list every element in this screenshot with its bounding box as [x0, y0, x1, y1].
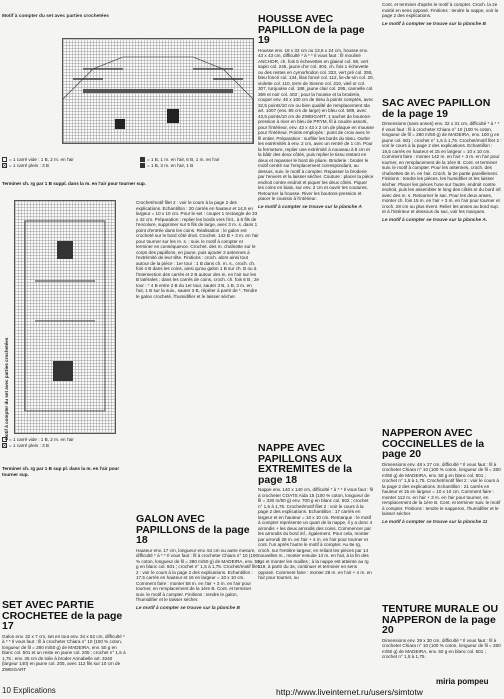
col4: [382, 2, 502, 30]
col4-body0: Cont. et terminer d'après le motif à compter. Croch. la 2e moitié en sens opposé. Finitions : tendre la nappe, voir la page 2 des explications.: [382, 2, 499, 18]
tenture-section: [382, 604, 502, 660]
chart2-grid: [14, 200, 116, 434]
chart1-footer: Terminer ch. rg par 1 B suppl. dans la m. en l'air pour tourner sup.: [2, 181, 146, 186]
cross-square-icon: [2, 163, 7, 168]
source-url[interactable]: http://www.liveinternet.ru/users/simtotw: [276, 687, 423, 697]
sac-title: SAC AVEC PAPILLON de la page 19: [382, 97, 491, 120]
housse-body: Housse env. 18 x 32 cm ou 13,5 x 24 cm, housse env. 43 x 43 cm, difficulté * à * * Il vous faut : fil mouliné ANCHOR, ch. fois 5 échevettes en glaieul col. 88, vert sapin col. 245, jaune d'or col. 304, ch. fois 1 échevette ou des restes en cymorhodon col. 333, vert pré col. 255, bleu foncé col. 134, lilas foncé col. 112, lie-de-vin col. 20, violette col. 110, terre de Sienne col. 310, vieil or col. 307, turquoise col. 188, jaune clair col. 295, cannelle col. 369 et noir col. 403 ; pour la housse et la broderie, couper env. 45 x 100 cm de tissu à points comptés, avec 32,5 points/10 cm ou bien qualité de remplacement Ida art. 1007 (env. 85 cm de large) en bleu col. 589, avec 43,5 points/10 cm de ZWEIGART, 1 sachet de boutons-pression à river en bleu de PRYM, fil à coudre assorti, pour l'intérieur, env. 43 x 43 x 2 cm de plaque en mousse pour l'intérieur. Points employés : point de croix avec le fil entier. Préparation : surfiler les bords du tissu. Ourler les extrémités à env. 2 cm, avec un rentré de 1 cm. Pour la fermeture, replier une extrémité à nouveau à 8 cm et la bâtir des deux côtés, puis replier le tissu restant en deux et repasser le bord de pliure. Broderie : broder le motif centré sur l'emplacement correspondant, au dessus, suiv. le motif à compter. Repasser la broderie par l'envers et la laisser sécher. Couture : placer la pièce endroit contre endroit et piquer les deux côtés. Piquer les coins en biais, sur env. 2 cm et ouvrir les coutures. Retourner la housse. River les boutons-pression et placer le coussin à l'intérieur.: [258, 47, 374, 201]
col4-note0: Le motif à compter se trouve sur la planche B: [382, 21, 486, 27]
chart2-side: Motif à compter du set avec parties crochetées: [4, 337, 9, 440]
legend1: [2, 156, 128, 169]
nappe-section: [258, 443, 374, 581]
sac-section: [382, 98, 502, 226]
napperon-title: NAPPERON AVEC COCCINELLES de la page 20: [382, 427, 485, 460]
filled-square-icon: [140, 157, 145, 162]
napperon-section: [382, 428, 502, 528]
empty-square-icon: [2, 437, 7, 442]
col2: [136, 200, 260, 299]
chart1-caption: Motif à compter du set avec parties crochetées: [2, 14, 109, 19]
signature: miria pompeu: [436, 677, 489, 686]
galon-title: GALON AVEC PAPILLONS de la page 18: [136, 513, 250, 546]
col3: [258, 14, 374, 213]
set-title: SET AVEC PARTIE CROCHETEE de la page 17: [2, 599, 123, 632]
legend2: = 1 carré vide : 1 B, 2 m. en l'air = 1 carré plein : 3 B: [2, 436, 128, 449]
nappe-title: NAPPE AVEC PAPILLONS AUX EXTREMITES de la page 18: [258, 442, 352, 486]
napperon-note: Le motif à compter se trouve sur la planche 11: [382, 519, 488, 525]
chart1-motif: [63, 39, 253, 143]
legend1-right: = 1 B, 1 m. en l'air, 6 B, 1 m. en l'air = 1 B, 3 m. en l'air, 1 B: [140, 156, 265, 169]
galon-note: Le motif à compter se trouve sur la planche B: [136, 605, 240, 611]
housse-title: HOUSSE AVEC PAPILLON de la page 19: [258, 13, 365, 46]
empty-square-icon: [2, 157, 7, 162]
filled-square-icon: [140, 163, 145, 168]
col1: [2, 14, 128, 19]
chart2-footer: Terminer ch. rg par 1 B sup pl. dans la m. en l'air pour tourner sup.: [2, 466, 120, 477]
set-body: Galon env. 32 x 7 cm, set en tout env. 34 x 52 cm, difficulté * à * * Il vous faut : fil à crocheter Chiara n° 10 (100 % coton, longueur de fil = 280 m/50 g) de MADEIRA, env. 50 g en blanc col. 501 et un reste en jaune col. 205 ; crochet n° 1,5 à 1,75 ; env. 35 cm de toile à broder Annabelle art. 3240 (largeur 140) en jaune col. 205, avec 112 fils sur 10 cm de ZWEIGART: [2, 633, 126, 672]
galon-body: Hauteur env. 17 cm, longueur env. 54 cm ou autre mesure, difficulté * à * * Il vous faut : fil à crocheter Chiara n° 10 (100 % coton, longueur de fil = 280 m/50 g) de MADEIRA, env. 50 g en blanc col. 501 ; crochet n° 1,5 à 1,75. Crochet/motif filet 2 : voir le cours à la page 2 des explications. Echantillon : 17,5 carrés en hauteur et 16 en largeur = 10 x 10 cm. Comment faire : monter 58 m. en l'air + 3 m. en l'air pour tourner, en remplacement de la 1ère B. Cont. et terminer suiv. le motif à compter. Finitions : tendre le galon, l'humidifier et le laisser sécher.: [136, 547, 260, 602]
tenture-title: TENTURE MURALE OU NAPPERON de la page 20: [382, 603, 499, 636]
galon-section: [136, 514, 260, 614]
sac-note: Le motif à compter se trouve sur la planche A.: [382, 217, 488, 223]
chart1-grid: [62, 38, 254, 144]
tenture-body: Dimensions env. 39 x 30 cm, difficulté * Il vous faut : fil à crocheter Chiara n° 10 (100 % coton, longueur de fil = 280 m/50 g) de MADEIRA, env. 50 g en blanc col. 501 ; crochet n° 1,5 à 1,75.: [382, 637, 501, 659]
chart2-motif: [15, 201, 115, 433]
cross-square-icon: [2, 443, 7, 448]
page-number: 10 Explications: [2, 686, 56, 695]
sac-body: Dimensions (sans anses) env. 32 x 31 cm, difficulté * à * * Il vous faut : fil à crocheter Chiara n° 10 (100 % coton, longueur de fil = 280 m/50 g) de MADEIRA, env. 100 g en jaune col. 501 ; crochet n° 1,5 à 1,75. Crochet/motif filet 2 : voir le cours à la page 2 des explications. Echantillon : 19,5 carrés en hauteur et 15 en largeur = 10 x 10 cm. Comment faire : monter 142 m. en l'air + 3 m. en l'air pour tourner, en remplacement de la 1ère B. Cont. et terminer suiv. le motif à compter. Pour les antennes, croch. des chaînettes de m. en l'air. Croch. la 2e partie pareillement. Finitions : tendre les pièces, les humidifier et les laisser sécher. Placer les pièces l'une sur l'autre, endroit contre endroit, puis les assembler le long des côtés et du bord inf. avec des m. s. Retourner le sac. Pour les deux anses, monter ch. fois 15 m. en l'air + 3 m. en l'air pour tourner et croch. 28 cm ou plus évent. Relier les anses au bord sup. et à l'intérieur et dessous du sac, voir les marques.: [382, 121, 502, 214]
housse-note: Le motif à compter se trouve sur la planche A: [258, 204, 362, 210]
legend1-row-filled: = 1 carré plein : 3 B: [2, 163, 128, 168]
col2-body: Crochet/motif filet 2 : voir le cours à la page 2 des explications. Echantillon : 20 carrés en hauteur et 14,5 en largeur = 10 x 10 cm. Pour le set : couper 1 rectangle de 33 x 42 cm. Préparation : replier les bords vers l'int., à 5 fils de l'encolure, supprimer sur 5 fils de large, avec 3 m. s. dans 1 point d'entrée dans les coins. Réalisation : le galon est crocheté sur le bord côté droit. Crochet. 142 B + 3 m. en l'air pour tourner sur les m. s. ; suiv. le motif à compter et terminer en conséquence. Crochet. des m. chaînette sur le corps des papillons, en jaune, puis ajouter 2 antennes à l'extrémité de leur tête. Finitions : croch. alors ainsi tout autour de la pièce : 1er tour : 1 B dans ch. m. s., croch. ch. fois 4 B dans les coins, ainsi qu'au galon 1 B sur ch. B ou à l'intersection des carrés et 2 B autour des m. en l'air sur les B latérales ; dans les carrés de coins, croch. ch. fois 6 B ; 2e tour : * 4 B entre 2 B du 1er tour, sauter 3 B, 1 B, 3 m. en l'air, 1 B sur la suiv., sauter 3 B, répéter à partir de *. Tendre le galon crocheté, l'humidifier et le laisser sécher.: [136, 200, 260, 299]
nappe-body: Nappe env. 140 x 140 cm, difficulté * à * * Il vous faut : fil à crocheter COATS Aida 15 (100 % coton, longueur de fil = 330 m/50 g) env. 700 g en blanc col. 502 ; crochet n° 1,5 à 1,75. Crochet/motif filet 2 : voir le cours à la page 2 des explications. Echantillon : 17 carrés en largeur et en hauteur = 10 x 10 cm. Remarque : le motif à compter représente un quart de la nappe, il y a donc 4 arrondis + les deux arrondis des coins. Commencer par les arrondis du bord inf., également. Pour cela, monter par arrondi 28 m. en l'air + 4 m. en l'air pour tourner et cont. l'un après l'autre le motif à compter. Au 8e rg, croch. sur l'entière largeur, en reliant les pièces par 14 nouvelles m., monter ensuite 14 m. en l'air, à la fin des rgs et monter les mailles ; à la nappe est atteinte au rg 119, à partir du 3e, continuer et terminer en sens opposé. Comment faire : monter 28 m. en l'air + 4 m. en l'air pour tourner, ou: [258, 487, 373, 580]
legend1-row-empty: = 1 carré vide : 1 B, 2 m. en l'air: [2, 157, 128, 162]
set-section: [2, 600, 128, 672]
napperon-body: Dimensions env. 48 x 27 cm, difficulté * Il vous faut : fil à crocheter Chiara n° 10 (100 % coton, longueur de fil = 280 m/50 g) de MADEIRA, env. 50 g en blanc col. 501 ; crochet n° 1,5 à 1,75. Crochet/motif filet 2 : voir le cours à la page 2 des explications. Echantillon : 21 carrés en hauteur et 15 en largeur = 10 x 10 cm. Comment faire : monter 112 m. en l'air + 3 m. en l'air pour tourner, en remplacement de la 1ère B. Cont. et terminer suiv. le motif à compter. Finitions : tendre le napperon, l'humidifier et le laisser sécher.: [382, 461, 501, 516]
